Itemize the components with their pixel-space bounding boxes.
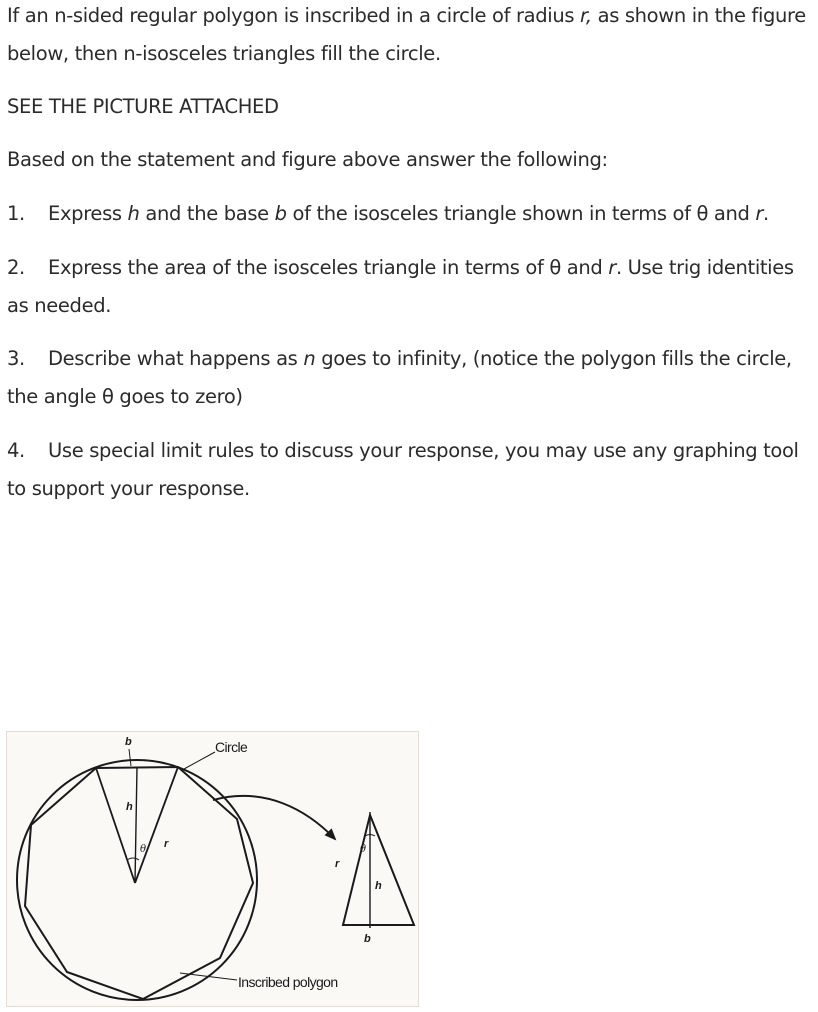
polygon-figure (6, 731, 419, 1007)
label-h-right: h (375, 880, 382, 892)
label-r-right: r (335, 858, 340, 870)
triangle-right-side (135, 767, 178, 883)
label-theta-right: θ (360, 844, 367, 855)
question-number: 1. (7, 202, 25, 225)
intro-var-r: r, (580, 4, 592, 27)
label-b-top: b (125, 736, 132, 748)
polygon-pointer (180, 973, 237, 980)
triangle-left-side (96, 768, 135, 883)
instruction-text: Based on the statement and figure above answer the following: (7, 148, 608, 171)
intro-text: If an n-sided regular polygon is inscribed in a circle of radius (7, 4, 581, 27)
question-1: 1. Express h and the base b of the isosceles triangle shown in terms of θ and r. (7, 195, 818, 233)
isolated-triangle (343, 815, 414, 925)
label-r-left: r (164, 838, 169, 850)
intro-paragraph (7, 0, 813, 73)
triangle-height (135, 767, 137, 883)
question-3: 3. Describe what happens as n goes to infinity, (notice the polygon fills the circle, the angle θ goes to zero) (7, 340, 813, 416)
question-2: 2. Express the area of the isosceles triangle in terms of θ and r. Use trig identities as needed. (7, 249, 813, 325)
b-pointer (129, 749, 131, 766)
attachment-note: SEE THE PICTURE ATTACHED (7, 95, 279, 118)
figure-diagram (7, 732, 420, 1008)
label-circle: Circle (215, 739, 248, 755)
angle-arc (127, 858, 139, 860)
label-inscribed-polygon: Inscribed polygon (238, 974, 338, 990)
inscribed-polygon (25, 767, 253, 999)
intro-text-rest: as shown in the figure below, then n-isosceles triangles fill the circle. (7, 4, 806, 65)
circle-pointer (184, 752, 215, 769)
question-number: 3. (7, 347, 25, 370)
label-theta-left: θ (140, 844, 147, 855)
label-h-left: h (126, 801, 133, 813)
curved-arrow (213, 796, 335, 839)
question-number: 4. (7, 439, 25, 462)
question-number: 2. (7, 256, 25, 279)
label-b-right: b (364, 933, 371, 945)
question-4: 4. Use special limit rules to discuss your response, you may use any graphing tool to support your response. (7, 432, 813, 508)
